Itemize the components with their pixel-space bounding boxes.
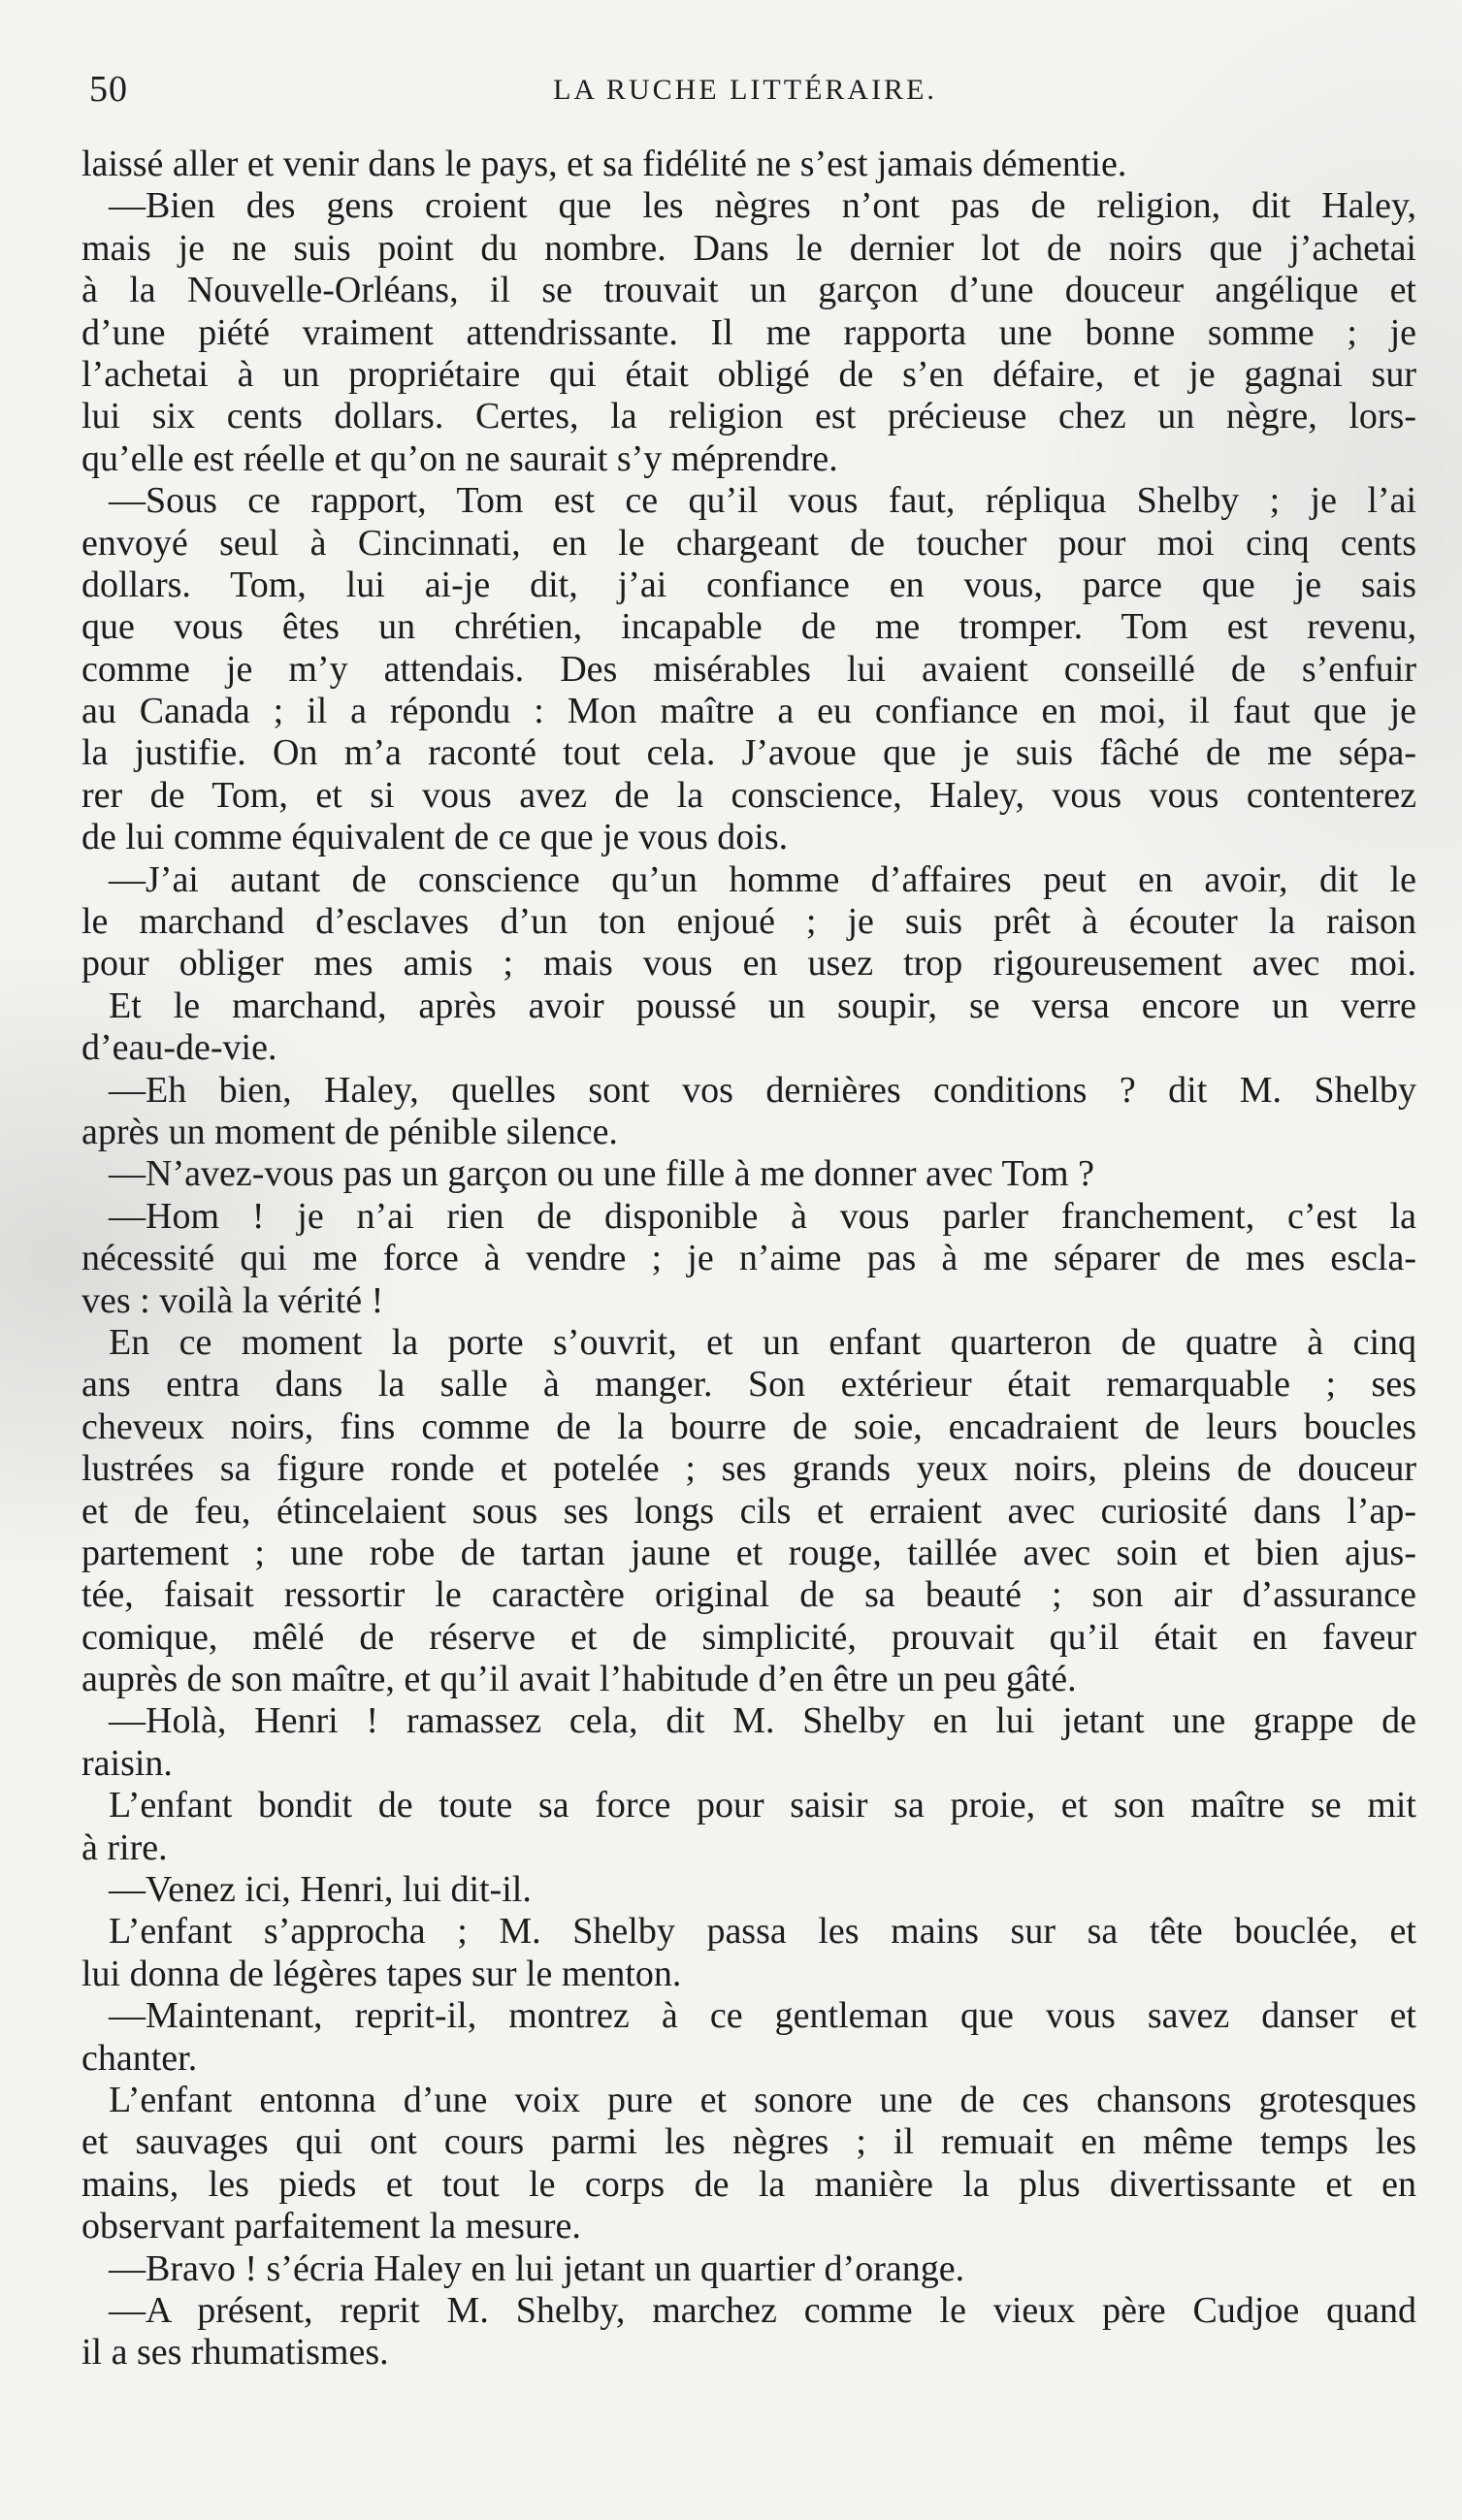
text-line: —Venez ici, Henri, lui dit-il. [109, 1869, 532, 1911]
text-line: comme je m’y attendais. Des misérables lui avaient conseillé de s’enfuir [81, 648, 1416, 690]
text-line: au Canada ; il a répondu : Mon maître a eu confiance en moi, il faut que je [81, 691, 1416, 732]
text-line: lustrées sa figure ronde et potelée ; ses grands yeux noirs, pleins de douceur [81, 1448, 1416, 1490]
text-line: chanter. [81, 2037, 198, 2079]
text-line: —Hom ! je n’ai rien de disponible à vous parler franchement, c’est la [109, 1195, 1416, 1237]
text-line: d’une piété vraiment attendrissante. Il me rapporta une bonne somme ; je [81, 311, 1416, 353]
text-line: la justifie. On m’a raconté tout cela. J’avoue que je suis fâché de me sépa- [81, 732, 1416, 774]
text-line: laissé aller et venir dans le pays, et sa fidélité ne s’est jamais démentie. [81, 144, 1127, 184]
page-number: 50 [89, 69, 128, 110]
text-line: —Holà, Henri ! ramassez cela, dit M. Shelby en lui jetant une grappe de [109, 1700, 1416, 1742]
text-line: nécessité qui me force à vendre ; je n’aime pas à me séparer de mes escla- [81, 1238, 1416, 1279]
page-header [76, 60, 1414, 118]
text-line: pour obliger mes amis ; mais vous en usez trop rigoureusement avec moi. [81, 943, 1416, 985]
text-line: à la Nouvelle-Orléans, il se trouvait un garçon d’une douceur angélique et [81, 270, 1416, 311]
text-line: tée, faisait ressortir le caractère original de sa beauté ; son air d’assurance [81, 1574, 1416, 1616]
text-line: qu’elle est réelle et qu’on ne saurait s’y méprendre. [81, 437, 838, 479]
text-line: envoyé seul à Cincinnati, en le chargeant de toucher pour moi cinq cents [81, 522, 1416, 564]
text-line: observant parfaitement la mesure. [81, 2206, 581, 2247]
text-line: raisin. [81, 1742, 173, 1784]
text-line: lui six cents dollars. Certes, la religion est précieuse chez un nègre, lors- [81, 396, 1416, 437]
text-line: ans entra dans la salle à manger. Son extérieur était remarquable ; ses [81, 1364, 1416, 1405]
text-line: lui donna de légères tapes sur le menton. [81, 1953, 682, 1994]
text-line: après un moment de pénible silence. [81, 1111, 618, 1152]
text-line: auprès de son maître, et qu’il avait l’habitude d’en être un peu gâté. [81, 1659, 1077, 1700]
text-line: et de feu, étincelaient sous ses longs cils et erraient avec curiosité dans l’ap- [81, 1490, 1416, 1532]
text-line: partement ; une robe de tartan jaune et rouge, taillée avec soin et bien ajus- [81, 1532, 1416, 1573]
text-line: le marchand d’esclaves d’un ton enjoué ; je suis prêt à écouter la raison [81, 901, 1416, 943]
text-line: l’achetai à un propriétaire qui était obligé de s’en défaire, et je gagnai sur [81, 353, 1416, 395]
text-line: —Bravo ! s’écria Haley en lui jetant un quartier d’orange. [109, 2247, 965, 2289]
text-line: à rire. [81, 1826, 168, 1868]
text-line: Et le marchand, après avoir poussé un soupir, se versa encore un verre [109, 985, 1416, 1026]
text-line: —Eh bien, Haley, quelles sont vos dernières conditions ? dit M. Shelby [109, 1069, 1416, 1111]
text-line: ves : voilà la vérité ! [81, 1279, 384, 1321]
text-line: comique, mêlé de réserve et de simplicité, prouvait qu’il était en faveur [81, 1616, 1416, 1658]
text-line: —Maintenant, reprit-il, montrez à ce gentleman que vous savez danser et [109, 1995, 1416, 2037]
text-line: —J’ai autant de conscience qu’un homme d’affaires peut en avoir, dit le [109, 858, 1416, 900]
text-line: —A présent, reprit M. Shelby, marchez comme le vieux père Cudjoe quand [109, 2289, 1416, 2331]
text-line: —Bien des gens croient que les nègres n’ont pas de religion, dit Haley, [109, 185, 1416, 227]
text-line: —N’avez-vous pas un garçon ou une fille à me donner avec Tom ? [109, 1153, 1094, 1195]
text-line: mais je ne suis point du nombre. Dans le dernier lot de noirs que j’achetai [81, 227, 1416, 269]
body-text [81, 144, 1416, 2375]
text-line: et sauvages qui ont cours parmi les nègres ; il remuait en même temps les [81, 2121, 1416, 2163]
text-line: L’enfant entonna d’une voix pure et sonore une de ces chansons grotesques [109, 2079, 1416, 2120]
text-line: que vous êtes un chrétien, incapable de me tromper. Tom est revenu, [81, 606, 1416, 648]
text-line: de lui comme équivalent de ce que je vous dois. [81, 817, 789, 858]
text-line: mains, les pieds et tout le corps de la manière la plus divertissante et en [81, 2163, 1416, 2205]
running-title: LA RUCHE LITTÉRAIRE. [553, 74, 937, 106]
text-line: En ce moment la porte s’ouvrit, et un enfant quarteron de quatre à cinq [109, 1321, 1416, 1363]
text-line: L’enfant bondit de toute sa force pour saisir sa proie, et son maître se mit [109, 1785, 1416, 1826]
text-line: cheveux noirs, fins comme de la bourre de soie, encadraient de leurs boucles [81, 1405, 1416, 1447]
text-line: il a ses rhumatismes. [81, 2332, 389, 2374]
text-line: —Sous ce rapport, Tom est ce qu’il vous faut, répliqua Shelby ; je l’ai [109, 480, 1416, 522]
text-line: rer de Tom, et si vous avez de la conscience, Haley, vous vous contenterez [81, 774, 1416, 816]
text-line: dollars. Tom, lui ai-je dit, j’ai confiance en vous, parce que je sais [81, 564, 1416, 605]
text-line: d’eau-de-vie. [81, 1027, 277, 1069]
text-line: L’enfant s’approcha ; M. Shelby passa les mains sur sa tête bouclée, et [109, 1911, 1416, 1953]
